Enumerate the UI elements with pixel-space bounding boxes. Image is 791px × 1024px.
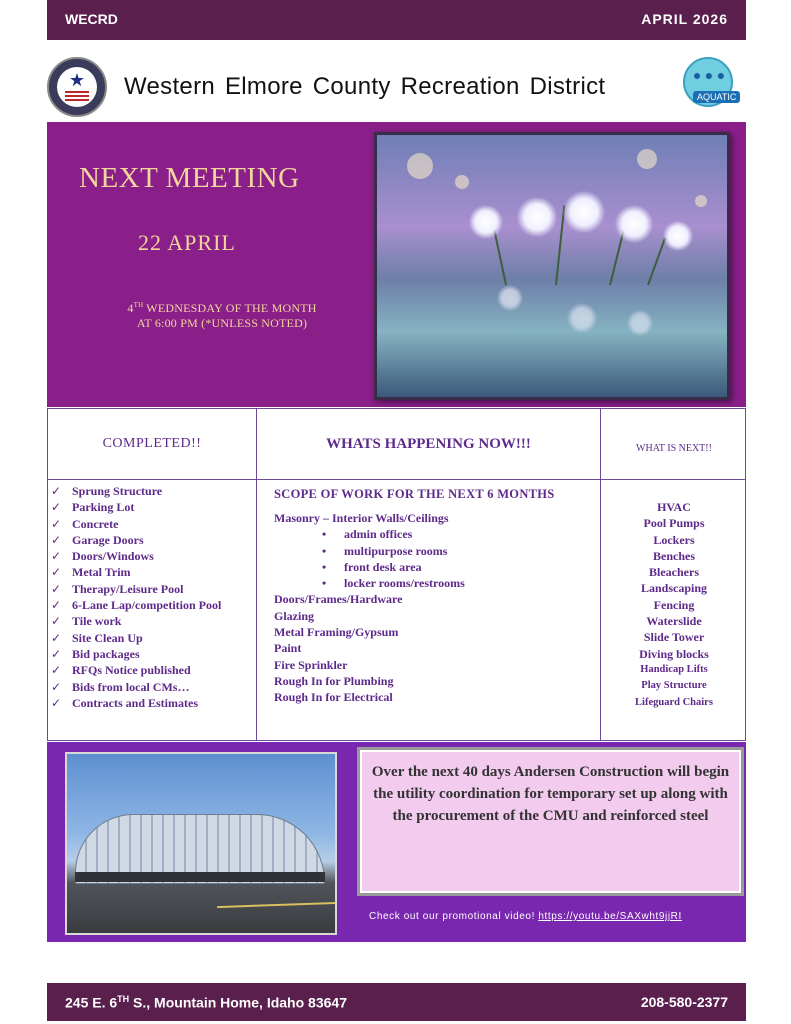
next-column: [601, 409, 747, 740]
completed-item: [51, 483, 221, 499]
seal-center: [57, 67, 97, 107]
district-title: Western Elmore County Recreation District: [124, 73, 606, 100]
sprung-structure-photo: [65, 752, 337, 935]
completed-item-label: Concrete: [72, 516, 119, 531]
completed-item: [51, 662, 221, 678]
checkmark-icon: ✓: [51, 484, 62, 498]
flower-reflection: [497, 285, 523, 311]
meeting-date: 22 APRIL: [138, 230, 236, 255]
completed-item: [51, 695, 221, 711]
dome-base: [75, 872, 325, 882]
bokeh-light: [407, 153, 433, 179]
next-item: Diving blocks: [639, 646, 709, 661]
masonry-sublist: [274, 526, 555, 591]
scope-item: Glazing: [274, 608, 315, 623]
address: [65, 994, 347, 1011]
star-icon: ★: [68, 70, 86, 90]
phone-number: 208-580-2377: [640, 994, 728, 1010]
scope-item: Rough In for Electrical: [274, 690, 393, 705]
masonry-subitem: [274, 543, 555, 559]
flower-reflection: [567, 303, 597, 333]
completed-item-label: Therapy/Leisure Pool: [72, 581, 184, 596]
completed-item: [51, 548, 221, 564]
bullet-icon: •: [322, 527, 327, 542]
next-list: [601, 499, 747, 711]
completed-item: [51, 679, 221, 695]
road-marking: [217, 902, 337, 908]
flag-stripes: [65, 91, 89, 101]
next-meeting-section: [47, 122, 746, 407]
masonry-item: Masonry – Interior Walls/Ceilings: [274, 511, 449, 525]
checkmark-icon: ✓: [51, 581, 62, 596]
completed-item-label: RFQs Notice published: [72, 663, 191, 678]
scope-title: SCOPE OF WORK FOR THE NEXT 6 MONTHS: [274, 487, 555, 501]
scope-items: [274, 591, 555, 705]
checkmark-icon: ✓: [51, 532, 62, 547]
completed-item-label: 6-Lane Lap/competition Pool: [72, 598, 222, 613]
flower: [563, 191, 605, 233]
next-item: Benches: [653, 548, 695, 563]
next-item: Landscaping: [640, 581, 708, 596]
scope-item: Paint: [274, 641, 302, 656]
top-bar: [47, 0, 746, 40]
swimmers-icon: ● ● ●: [692, 69, 726, 84]
completed-item-label: Tile work: [72, 614, 122, 629]
completed-item: [51, 630, 221, 646]
completed-item: [51, 499, 221, 515]
flower-reflection: [627, 310, 653, 336]
next-item: Play Structure: [641, 680, 707, 692]
checkmark-icon: ✓: [51, 630, 62, 645]
meeting-schedule-time: AT 6:00 PM (*UNLESS NOTED): [136, 316, 308, 330]
next-item: HVAC: [657, 500, 691, 514]
next-header: WHAT IS NEXT!!: [636, 443, 712, 454]
completed-list: [51, 483, 221, 711]
notice-text: Over the next 40 days Andersen Construction will begin the utility coordination for temporary set up along with the procurement of the CMU and reinforced steel: [371, 764, 730, 824]
completed-item-label: Contracts and Estimates: [72, 695, 198, 710]
checkmark-icon: ✓: [51, 549, 62, 564]
masonry-subitem: [274, 575, 555, 591]
scope-of-work: [274, 487, 555, 706]
masonry-subitem-label: admin offices: [344, 527, 413, 542]
completed-item-label: Doors/Windows: [72, 549, 154, 564]
completed-item: [51, 646, 221, 662]
completed-item-label: Metal Trim: [72, 565, 131, 580]
district-seal-logo: [47, 57, 107, 117]
next-item: Slide Tower: [643, 630, 705, 645]
bokeh-light: [695, 195, 707, 207]
checkmark-icon: ✓: [51, 614, 62, 629]
checkmark-icon: ✓: [51, 695, 62, 710]
completed-column: [48, 409, 257, 740]
aquatic-logo-label: AQUATIC: [693, 91, 740, 103]
checkmark-icon: ✓: [51, 516, 62, 531]
checkmark-icon: ✓: [51, 663, 62, 678]
aquatic-logo: [677, 57, 753, 107]
checkmark-icon: ✓: [51, 646, 62, 661]
completed-item: [51, 532, 221, 548]
next-item: Bleachers: [649, 565, 699, 580]
address-rest: S., Mountain Home, Idaho 83647: [129, 994, 347, 1011]
masonry-subitem-label: locker rooms/restrooms: [344, 576, 465, 591]
checkmark-icon: ✓: [51, 565, 62, 580]
scope-item: Fire Sprinkler: [274, 657, 348, 672]
flower: [663, 221, 693, 251]
issue-date: APRIL 2026: [641, 11, 728, 27]
happening-column: [257, 409, 601, 740]
completed-item-label: Bids from local CMs…: [72, 679, 190, 694]
meeting-schedule-day: 4: [127, 301, 134, 315]
progress-table: [47, 408, 746, 741]
completed-item: [51, 564, 221, 580]
bullet-icon: •: [322, 559, 327, 574]
bokeh-light: [637, 149, 657, 169]
completed-item: [51, 613, 221, 629]
flower: [469, 205, 503, 239]
meeting-schedule: [87, 298, 357, 331]
happening-header: WHATS HAPPENING NOW!!!: [326, 436, 531, 452]
completed-item-label: Sprung Structure: [72, 484, 163, 498]
masonry-subitem: [274, 559, 555, 575]
masonry-subitem: [274, 526, 555, 542]
promo-video-link[interactable]: https://youtu.be/SAXwht9jjRI: [538, 911, 682, 922]
ordinal-suffix: TH: [133, 301, 144, 309]
promo-text: Check out our promotional video!: [369, 911, 539, 922]
next-item: Fencing: [653, 597, 695, 612]
org-short-name: WECRD: [65, 11, 118, 27]
update-section: [47, 742, 746, 942]
completed-item-label: Garage Doors: [72, 532, 144, 547]
meeting-heading: NEXT MEETING: [79, 162, 300, 194]
flower-stem: [647, 238, 666, 286]
meeting-schedule-weekday: WEDNESDAY OF THE MONTH: [143, 301, 317, 315]
bullet-icon: •: [322, 576, 327, 591]
masonry-subitem-label: multipurpose rooms: [344, 543, 448, 558]
completed-item-label: Site Clean Up: [72, 630, 143, 645]
flower: [615, 205, 653, 243]
checkmark-icon: ✓: [51, 500, 62, 515]
next-item: Handicap Lifts: [640, 663, 708, 675]
completed-item: [51, 516, 221, 532]
next-item: Waterslide: [646, 614, 702, 629]
address-ordinal-suffix: TH: [117, 994, 130, 1004]
flowers-photo: [374, 132, 730, 400]
checkmark-icon: ✓: [51, 598, 62, 613]
completed-item-label: Bid packages: [72, 646, 140, 661]
completed-item: [51, 597, 221, 613]
checkmark-icon: ✓: [51, 679, 62, 694]
construction-notice: [357, 747, 744, 896]
bullet-icon: •: [322, 543, 327, 558]
next-item: Lockers: [653, 532, 695, 547]
scope-item: Doors/Frames/Hardware: [274, 592, 403, 607]
completed-item-label: Parking Lot: [72, 500, 135, 515]
footer-bar: [47, 983, 746, 1021]
flower: [517, 197, 557, 237]
address-street-number: 245 E. 6: [65, 994, 118, 1011]
masonry-subitem-label: front desk area: [344, 559, 422, 574]
bokeh-light: [455, 175, 469, 189]
completed-item: [51, 581, 221, 597]
next-item: Pool Pumps: [643, 516, 705, 531]
scope-item: Metal Framing/Gypsum: [274, 625, 399, 640]
promo-line: [369, 911, 682, 922]
next-item: Lifeguard Chairs: [635, 696, 713, 708]
scope-item: Rough In for Plumbing: [274, 673, 394, 688]
completed-header: COMPLETED!!: [102, 436, 202, 451]
